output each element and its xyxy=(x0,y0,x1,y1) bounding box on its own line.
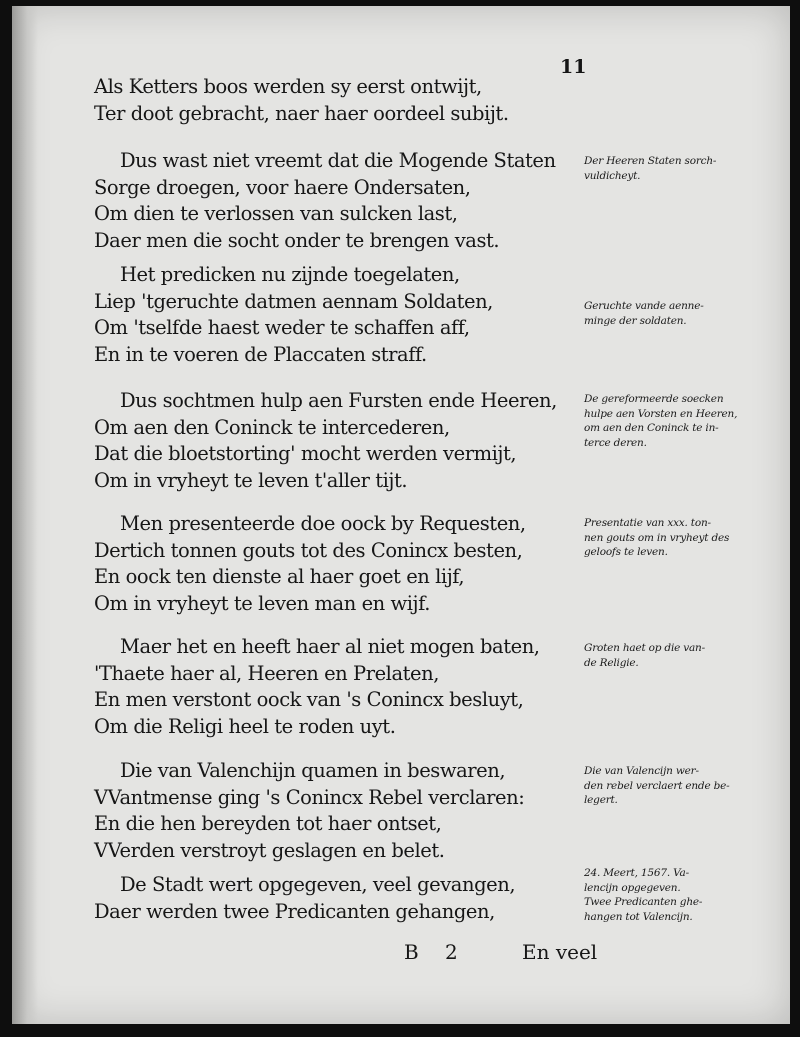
stanza-6 xyxy=(94,634,564,740)
margin-note: Der Heeren Staten sorch- vuldicheyt. xyxy=(584,155,717,182)
margin-note: Groten haet op die van- de Religie. xyxy=(584,642,705,669)
verse-line: Ter doot gebracht, naer haer oordeel subijt. xyxy=(94,101,509,125)
stanza-2 xyxy=(94,148,564,254)
verse-line: Om dien te verlossen van sulcken last, xyxy=(94,202,458,225)
verse-line: Liep 'tgeruchte datmen aennam Soldaten, xyxy=(94,289,493,313)
verse-line: Om 'tselfde haest weder te schaffen aff, xyxy=(94,316,470,339)
margin-note: Geruchte vande aenne- minge der soldaten. xyxy=(584,300,704,327)
page-number: 11 xyxy=(560,56,587,78)
verse-line: Sorge droegen, voor haere Ondersaten, xyxy=(94,175,471,199)
verse-line: Dertich tonnen gouts tot des Conincx besten, xyxy=(94,538,523,562)
stanza-4 xyxy=(94,388,564,494)
verse-line: En die hen bereyden tot haer ontset, xyxy=(94,812,442,835)
verse-line: Die van Valenchijn quamen in beswaren, xyxy=(120,759,506,782)
verse-line: Dus sochtmen hulp aen Fursten ende Heeren, xyxy=(120,389,557,412)
margin-note: Presentatie van xxx. ton- nen gouts om in vryheyt des geloofs te leven. xyxy=(584,517,730,558)
verse-line: Om in vryheyt te leven man en wijf. xyxy=(94,591,430,615)
stanza-5 xyxy=(94,511,564,617)
verse-line: Dat die bloetstorting' mocht werden vermijt, xyxy=(94,442,517,465)
verse-line: 'Thaete haer al, Heeren en Prelaten, xyxy=(94,661,439,685)
signature-mark: B 2 xyxy=(404,940,468,964)
book-page xyxy=(12,6,790,1024)
stanza-8 xyxy=(94,872,564,925)
verse-line: Als Ketters boos werden sy eerst ontwijt, xyxy=(94,75,482,98)
verse-line: Het predicken nu zijnde toegelaten, xyxy=(120,263,460,286)
verse-line: En oock ten dienste al haer goet en lijf, xyxy=(94,565,465,588)
stanza-7 xyxy=(94,758,564,864)
verse-line: En men verstont oock van 's Conincx besluyt, xyxy=(94,688,524,711)
verse-line: Daer werden twee Predicanten gehangen, xyxy=(94,899,495,923)
verse-line: En in te voeren de Placcaten straff. xyxy=(94,342,427,366)
stanza-1 xyxy=(94,74,564,127)
verse-line: Om in vryheyt te leven t'aller tijt. xyxy=(94,468,408,492)
verse-line: Dus wast niet vreemt dat die Mogende Staten xyxy=(120,149,556,172)
verse-line: Om aen den Coninck te intercederen, xyxy=(94,415,450,439)
verse-line: VVerden verstroyt geslagen en belet. xyxy=(94,838,445,862)
margin-note: De gereformeerde soecken hulpe aen Vorsten en Heeren, om aen den Coninck te in- terce deren. xyxy=(584,393,738,449)
stanza-3 xyxy=(94,262,564,368)
margin-note: 24. Meert, 1567. Va- lencijn opgegeven. Twee Predicanten ghe- hangen tot Valencijn. xyxy=(584,867,703,923)
verse-line: Om die Religi heel te roden uyt. xyxy=(94,714,396,738)
verse-line: Maer het en heeft haer al niet mogen baten, xyxy=(120,635,540,658)
margin-note: Die van Valencijn wer- den rebel verclaert ende be- legert. xyxy=(584,765,730,806)
catchword: En veel xyxy=(522,940,598,964)
verse-line: VVantmense ging 's Conincx Rebel verclaren: xyxy=(94,785,525,809)
verse-line: De Stadt wert opgegeven, veel gevangen, xyxy=(120,873,516,896)
page-gutter-shadow xyxy=(12,6,38,1024)
verse-line: Daer men die socht onder te brengen vast. xyxy=(94,228,500,252)
verse-line: Men presenteerde doe oock by Requesten, xyxy=(120,512,526,535)
